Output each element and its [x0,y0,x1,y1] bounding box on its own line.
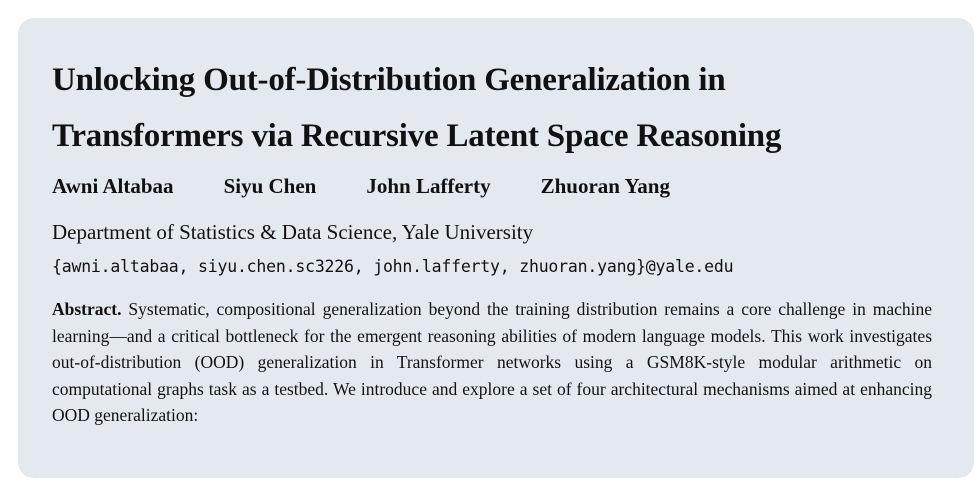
author-list [52,170,932,202]
author-name: Zhuoran Yang [540,174,670,198]
abstract-text: Systematic, compositional generalization beyond the training distribution remains a core challenge in machine learning—and a critical bottleneck for the emergent reasoning abilities of modern language models. This work investigates out-of-distribution (OOD) generalization in Transformer networks using a GSM8K-style modular arithmetic on computational graphs task as a testbed. We introduce and explore a set of four architectural mechanisms aimed at enhancing OOD generalization: [52,299,933,425]
author-emails: {awni.altabaa, siyu.chen.sc3226, john.lafferty, zhuoran.yang}@yale.edu [52,257,734,276]
title-line-2: Transformers via Recursive Latent Space Reasoning [52,118,782,154]
title-line-1: Unlocking Out-of-Distribution Generalization in [52,62,726,98]
author-name: John Lafferty [366,174,491,198]
abstract [52,296,932,429]
paper-title [52,52,932,164]
author-name: Siyu Chen [223,174,317,198]
affiliation: Department of Statistics & Data Science, Yale University [52,220,534,244]
author-name: Awni Altabaa [52,174,174,198]
abstract-label: Abstract. [52,299,122,319]
paper-header [52,52,932,446]
